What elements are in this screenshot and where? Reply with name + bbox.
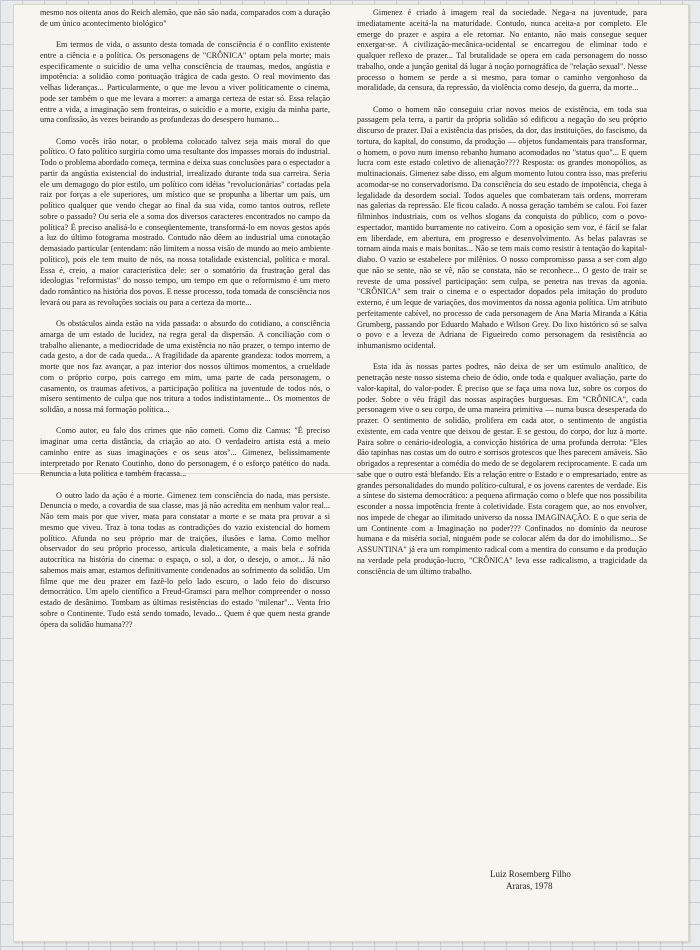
- paragraph: Esta ida às nossas partes podres, não deixa de ser um estímulo analítico, de penetração neste nosso sistema cheio de ódio, onde toda e qualquer avaliação, parte do valor-kapital, do valor-poder. É preciso que se faça uma nova luz, sobre os corpos do poder. Sobre o véu frágil das nossas aspirações burguesas. Em "CRÔNICA", cada personagem vive o seu corpo, de uma maneira primitiva — numa busca desesperada do prazer. O sentimento de solidão, prolifera em cada ator, o sentimento de angústia existente, em cada ventre que deixou de gestar. E se gestou, do corpo, dor luz à morte. Paira sobre o cenário-ideologia, a convicção histórica de uma profunda derrota: "Eles dão tapinhas nas costas um do outro e sorrisos grotescos que lhes parecem amáveis. São obrigados a representar a comédia do medo de se degolarem reciprocamente. E cada um sabe que o outro está blefando. Eis a relação entre o Estado e o empresariado, entre as grandes personalidades do mundo político-cultural, e os jovens carentes de verdade. Eis a síntese do sistema democrático: a pequena afirmação como o blefe que nos possibilita esconder a nossa impotência frente à coletividade. Esta coragem que, ao nos envolver, nos impede de chegar ao ilimitado universo da nossa IMAGINAÇÃO. E o que seria de um Continente com a Imaginação no poder??? Confinados no domínio da neurose humana e da miséria social, ninguém pode se colocar além da dor do imobilismo... Se ASSUNTINA" já era um rompimento radical com a mentira do consumo e da produção na verdade pela produção-lucro, "CRÔNICA" leva esse radicalismo, a tragicidade da consciência de um último trabalho.: [357, 362, 647, 576]
- signature-block: [490, 868, 650, 892]
- paragraph: Como o homem não conseguiu criar novos meios de existência, em toda sua passagem pela terra, a partir da própria solidão só edificou a negação do seu próprio discurso de prazer. Daí a existência das prisões, da dor, das instituições, do fascismo, da tortura, do kapital, do consumo, da produção — objetos fundamentais para transformar, o homem, o povo num imenso rebanho humano acomodados no "status quo"... E quem lucra com este estado coletivo de alienação???? Resposta: os grandes monopólios, as multinacionais. Gimenez sabe disso, em algum momento lutou contra isso, mas preferiu acomodar-se no conservadorismo. Da consciência do seu estado de impotência, chega à legalidade da desordem social. Todos aqueles que combateram tais ordens, morreram nas galerias da repressão. Ele ficou calado. A nossa geração também se calou. Foi fazer filminhos industriais, com os velhos slogans da conquista do público, com o povo-espectador, mantido burramente no cativeiro. Com a oposição sem voz, é fácil se falar em liberdade, em abertura, em progresso e desenvolvimento. As belas palavras se tornam ainda mais e mais bonitas... Não se tem mais como resistir à tentação do kapital-diabo. O vazio se estabelece por milênios. O nosso compromisso passa a ser com algo que não se sente, não se vê, não se constata, não se reconhece... O gesto de trair se reveste de uma possível participação: sem culpa, se penetra nas trevas da agonia. "CRÔNICA" sem trair o cinema e o espectador dopados pela imitação do produto externo, é um leque de variações, dos movimentos da nossa agonia política. Um atributo perfeitamente cabível, no processo de cada personagem de Ana Maria Miranda a Kátia Grumberg, passando por Eduardo Mahado e Wilson Grey. Do lixo histórico só se salva o povo e a leveza de Adriana de Figueiredo como personagem da resistência ao inhumanismo ocidental.: [357, 104, 647, 350]
- author-name: Luiz Rosemberg Filho: [490, 869, 571, 879]
- paragraph: Os obstáculos ainda estão na vida passada: o absurdo do cotidiano, a consciência amarga de um estado de lucidez, na regra geral da dispersão. A conciliação com o trabalho alienante, a mediocridade de uma existência no não prazer, o tempo interno de cada gesto, a dor de cada queda... A fragilidade da aparente grandeza: todos morrem, a morte que nos faz avançar, a paz interior dos nossos últimos momentos, a crueldade com o próprio corpo, pois carrego em mim, uma parte de cada personagem, o casamento, os traumas afetivos, a participação política na juventude de todos nós, o mísero sentimento de culpa que nos tritura a todos indistintamente... Os momentos de solidão, a nossa má formação política...: [40, 319, 330, 414]
- paragraph: Como vocês irão notar, o problema colocado talvez seja mais moral do que político. O fato político surgiria como uma resultante dos impasses morais do industrial. Todo o problema abordado começa, termina e deixa suas conclusões para o espectador a partir da angústia existencial do industrial, irrealizado durante toda sua carreira. Seria ele um demagogo do pior estilo, um político com idéias "revolucionárias" cortadas pela raiz por forças a ele superiores, um místico que se propunha a libertar um país, um político qualquer que vendo chegar ao final da sua vida, como tantos outros, reflete sobre o passado? Ou seria ele a soma dos diversos caracteres encontrados no campo da política? É preciso analisá-lo e conseqüentemente, transformá-lo em novos gestos após a luz do último fotograma mostrado. Contudo não dêem ao industrial uma conotação demasiado particular (entendam: não limitem a nossa visão de mundo ao meio ambiente político), pois ele tem muito de nós, na nossa totalidade existencial, política e moral. Essa é, creio, a maior característica dele: ser o somatório da frustração geral das ideologias "reformistas" do nosso tempo, um tempo em que o reformismo é um mero dado romântico na história dos povos. E nesse processo, toda tomada de consciência nos levará ou para as revoluções sociais ou para a certeza da morte...: [40, 136, 330, 307]
- left-text-column: [40, 8, 330, 641]
- paragraph: Gimenez é criado à imagem real da sociedade. Nega-a na juventude, para imediatamente aceitá-la na maturidade. Contudo, nunca aceita-a por completo. Ele emerge do prazer e aspira a ele retornar. No entanto, não mais consegue sequer enxergar-se. A civilização-mecânica-ocidental se encarregou de eliminar todo e qualquer reflexo de prazer... Tal brutalidade se opera em cada personagem do nosso trabalho, onde a junção genital dá lugar à noção pornográfica de "relação sexual". Nesse processo o homem se perde a si mesmo, para tomar o caminho vergonhoso da moralidade, da censura, da repressão, da violência como desejo, da guerra, da morte...: [357, 8, 647, 93]
- paragraph: mesmo nos oitenta anos do Reich alemão, que não são nada, comparados com a duração de um único acontecimento biológico": [40, 8, 330, 28]
- paragraph: O outro lado da ação é a morte. Gimenez tem consciência do nada, mas persiste. Denuncia o medo, a covardia de sua classe, mas já não acredita em nenhum valor real... Não tem mais por que viver, mata para constatar a morte e se mata pra provar a si mesmo que viveu. Traz à tona todas as contradições do vazio existencial do homem político. Afunda no seu próprio mar de traições, ilusões e lama. Como melhor observador do seu próprio processo, articula dialeticamente, a mais bela e sofrida autocrítica na história do cinema: o espaço, o sol, a dor, o desejo, o amor... Já não sabemos mais amar, estamos definitivamente condenados ao sofrimento da solidão. Um filme que me deu prazer em fazê-lo pelo lado escuro, o lado feio do discurso democrático. Um apelo científico a Freud-Gramsci para melhor compreender o nosso estado de desânimo. Tombam as últimas resistências do estado "milenar"... Venta frio sobre o Continente. Tudo está sendo tomado, levado... Quem é que quem nesta grande ópera da solidão humana???: [40, 490, 330, 629]
- place-date: Araras, 1978: [506, 881, 553, 891]
- paragraph: Como autor, eu falo dos crimes que não cometi. Como diz Camus: "É preciso imaginar uma certa distância, da criação ao ato. O verdadeiro artista está a meio caminho entre as suas imaginações e os seus atos"... Gimenez, belissimamente interpretado por Renato Coutinho, dono do personagem, é o esforço patético do nada. Renuncia a luta política e também fracassa...: [40, 426, 330, 479]
- right-text-column: [357, 8, 647, 588]
- paragraph: Em termos de vida, o assunto desta tomada de consciência é o conflito existente entre a ciência e a política. Os personagens de "CRÔNICA" optam pela morte; mais especificamente o suicídio de uma velha consciência de traumas, medos, angústia e impotência: a solidão como pontuação trágica de cada gesto. O real movimento das velhas lideranças... Particularmente, o que me levou a viver politicamente o cinema, pode ser também o que me levara a morrer: a amarga certeza de estar só. Essa relação entre a vida, a imaginação sem fronteiras, o suicídio e a morte, exigiu da minha parte, uma confissão, às vezes beirando as profundezas do desespero humano...: [40, 40, 330, 125]
